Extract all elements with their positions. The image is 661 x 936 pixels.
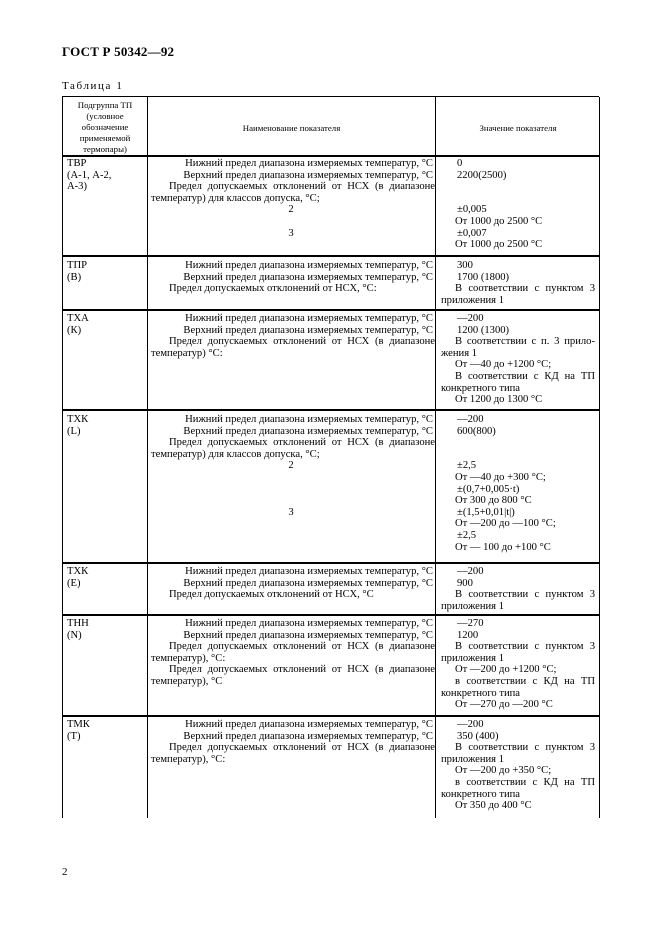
column-header-value: Значение показателя — [479, 123, 557, 133]
column-divider — [435, 97, 436, 818]
row-values: —270 1200 В соответствии с пунктом 3 приложения 1 От —200 до +1200 °С; в соответствии с КД на ТП конкретного типа От —270 до —200 °С — [441, 618, 595, 711]
row-separator — [63, 614, 600, 616]
row-group-label: ТПР (В) — [67, 260, 88, 283]
row-group-label: ТХК (Е) — [67, 566, 89, 589]
row-group-label: ТВР (А-1, А-2, А-3) — [67, 158, 112, 193]
row-group-label: ТМК (Т) — [67, 719, 90, 742]
row-group-label: ТНН (N) — [67, 618, 89, 641]
row-indicator-names: Нижний предел диапазона измеряемых температур, °С Верхний предел диапазона измеряемых температур, °С Предел допускаемых отклонений от НСХ (в диапазоне температур) для классов допуска, °С; 2 3 — [151, 414, 435, 518]
header-separator — [63, 155, 600, 157]
column-divider — [599, 97, 600, 818]
row-indicator-names: Нижний предел диапазона измеряемых температур, °С Верхний предел диапазона измеряемых температур, °С Предел допускаемых отклонений от НСХ, °С — [169, 566, 433, 601]
row-group-label: ТХК (L) — [67, 414, 89, 437]
row-values: 0 2200(2500) ±0,005 От 1000 до 2500 °С ±0,007 От 1000 до 2500 °С — [455, 158, 543, 251]
row-indicator-names: Нижний предел диапазона измеряемых температур, °С Верхний предел диапазона измеряемых температур, °С Предел допускаемых отклонений от НСХ, °С: — [169, 260, 433, 295]
column-header-group: Подгруппа ТП (условное обозначение применяемой термопары) — [77, 100, 133, 154]
row-separator — [63, 255, 600, 257]
row-values: —200 350 (400) В соответствии с пунктом 3 приложения 1 От —200 до +350 °С; в соответствии с КД на ТП конкретного типа От 350 до 400 °С — [441, 719, 595, 812]
row-values: —200 900 В соответствии с пунктом 3 приложения 1 — [441, 566, 595, 612]
row-values: —200 1200 (1300) В соответствии с п. 3 прило- жения 1 От —40 до +1200 °С; В соответствии с КД на ТП конкретного типа От 1200 до 1300 °С — [441, 313, 595, 406]
indicator-table — [62, 96, 599, 818]
document-code: ГОСТ Р 50342—92 — [62, 44, 175, 59]
row-indicator-names: Нижний предел диапазона измеряемых температур, °С Верхний предел диапазона измеряемых температур, °С Предел допускаемых отклонений от НСХ (в диапазоне температур), °С: Предел допускаемых отклонений от НСХ (в диапазоне температур), °С — [151, 618, 435, 687]
row-separator — [63, 309, 600, 311]
row-separator — [63, 715, 600, 717]
row-separator — [63, 409, 600, 411]
row-indicator-names: Нижний предел диапазона измеряемых температур, °С Верхний предел диапазона измеряемых температур, °С Предел допускаемых отклонений от НСХ (в диапазоне температур) для классов допуска, °С; 2 3 — [151, 158, 435, 239]
row-indicator-names: Нижний предел диапазона измеряемых температур, °С Верхний предел диапазона измеряемых температур, °С Предел допускаемых отклонений от НСХ (в диапазоне температур), °С: — [151, 719, 435, 765]
column-header-name: Наименование показателя — [242, 123, 341, 133]
table-caption: Таблица 1 — [62, 80, 124, 92]
row-group-label: ТХА (К) — [67, 313, 89, 336]
row-values: —200 600(800) ±2,5 От —40 до +300 °С; ±(0,7+0,005·t) От 300 до 800 °С ±(1,5+0,01|t|) От —200 до —100 °С; ±2,5 От — 100 до +100 °С — [455, 414, 556, 553]
row-indicator-names: Нижний предел диапазона измеряемых температур, °С Верхний предел диапазона измеряемых температур, °С Предел допускаемых отклонений от НСХ (в диапазоне температур) °С: — [151, 313, 435, 359]
row-separator — [63, 562, 600, 564]
row-values: 300 1700 (1800) В соответствии с пунктом 3 приложения 1 — [441, 260, 595, 306]
page-number: 2 — [62, 866, 68, 878]
